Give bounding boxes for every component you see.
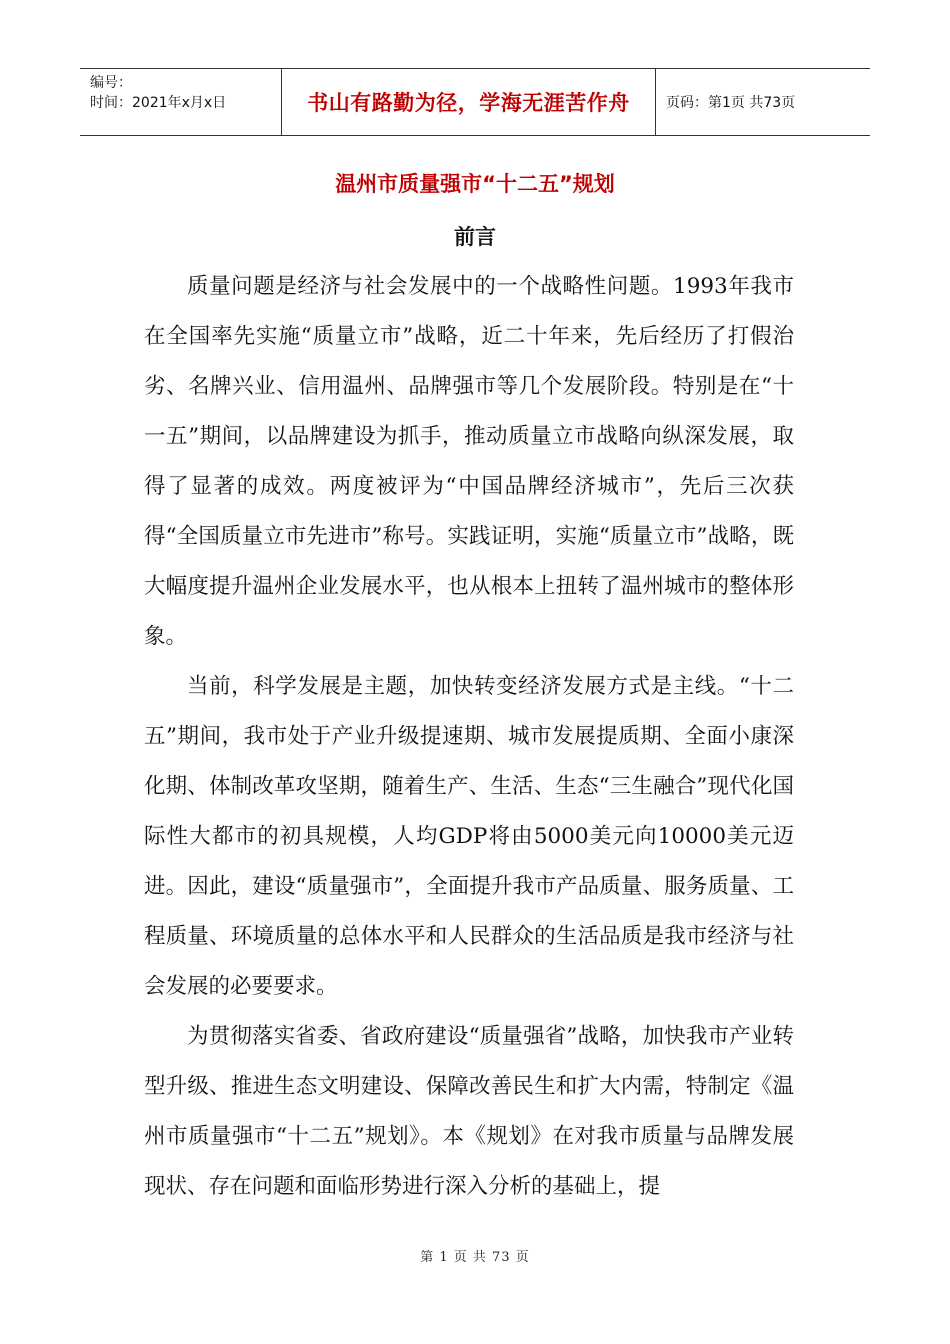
document-body xyxy=(144,262,794,1212)
page-footer: 第 1 页 共 73 页 xyxy=(420,1250,530,1265)
document-header xyxy=(80,68,870,136)
header-page-info: 页码：第1页 共73页 xyxy=(666,95,796,111)
number-label: 编号： xyxy=(90,75,132,91)
section-heading: 前言 xyxy=(454,225,496,249)
header-motto: 书山有路勤为径，学海无涯苦作舟 xyxy=(282,69,656,135)
header-meta xyxy=(80,69,282,135)
document-title: 温州市质量强市“十二五”规划 xyxy=(335,172,615,196)
time-label: 时间：2021年x月x日 xyxy=(90,95,227,111)
paragraph: 当前，科学发展是主题，加快转变经济发展方式是主线。“十二五”期间，我市处于产业升级提速期、城市发展提质期、全面小康深化期、体制改革攻坚期，随着生产、生活、生态“三生融合”现代化国际性大都市的初具规模，人均GDP将由5000美元向10000美元迈进。因此，建设“质量强市”，全面提升我市产品质量、服务质量、工程质量、环境质量的总体水平和人民群众的生活品质是我市经济与社会发展的必要要求。 xyxy=(144,674,794,999)
paragraph: 为贯彻落实省委、省政府建设“质量强省”战略，加快我市产业转型升级、推进生态文明建设、保障改善民生和扩大内需，特制定《温州市质量强市“十二五”规划》。本《规划》在对我市质量与品牌发展现状、存在问题和面临形势进行深入分析的基础上，提 xyxy=(144,1024,794,1199)
paragraph: 质量问题是经济与社会发展中的一个战略性问题。1993年我市在全国率先实施“质量立市”战略，近二十年来，先后经历了打假治劣、名牌兴业、信用温州、品牌强市等几个发展阶段。特别是在“十一五”期间，以品牌建设为抓手，推动质量立市战略向纵深发展，取得了显著的成效。两度被评为“中国品牌经济城市”，先后三次获得“全国质量立市先进市”称号。实践证明，实施“质量立市”战略，既大幅度提升温州企业发展水平，也从根本上扭转了温州城市的整体形象。 xyxy=(144,274,794,649)
